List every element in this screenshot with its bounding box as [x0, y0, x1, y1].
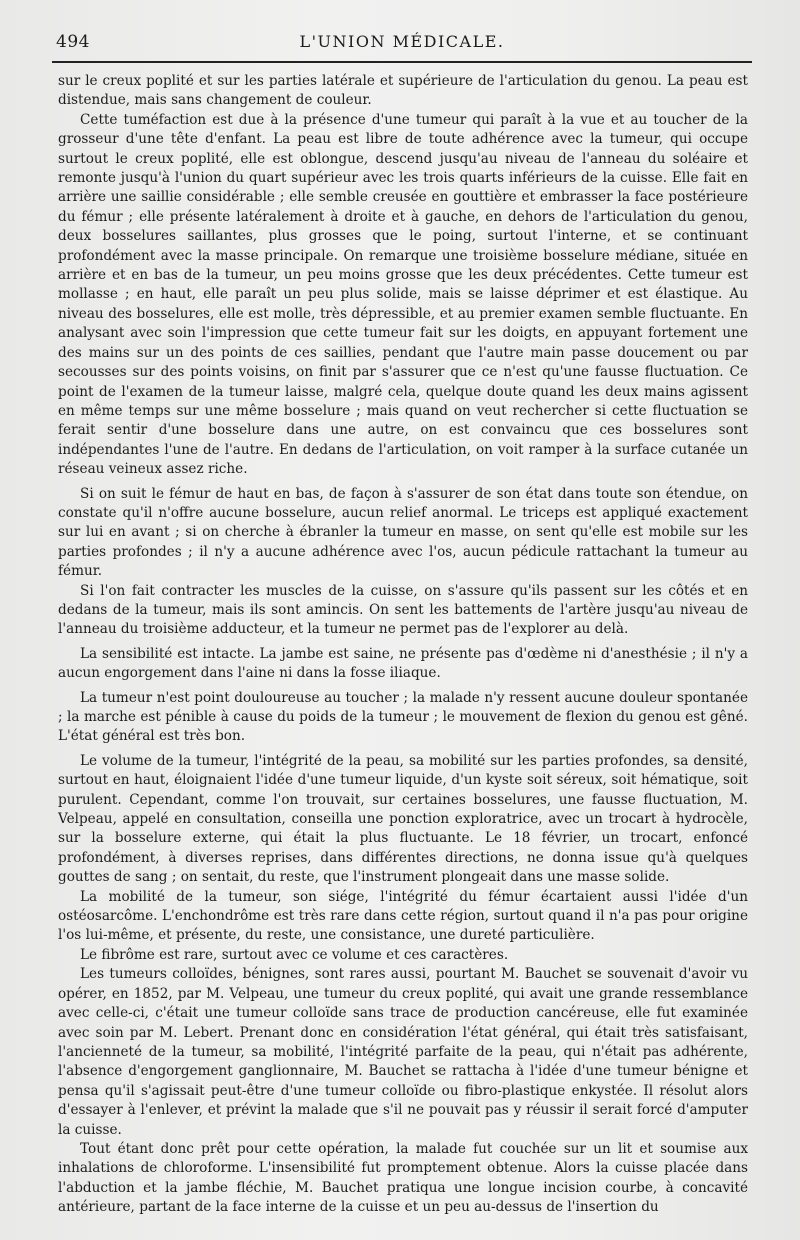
paragraph: Tout étant donc prêt pour cette opération, la malade fut couchée sur un lit et soumise aux inhalations de chloroforme. L'insensibilité fut promptement obtenue. Alors la cuisse placée dans l'abduction et la jambe fléchie, M. Bauchet pratiqua une longue incision courbe, à concavité antérieure, partant de la face interne de la cuisse et un peu au-dessus de l'insertion du [58, 1140, 748, 1216]
paragraph: Si l'on fait contracter les muscles de la cuisse, on s'assure qu'ils passent sur les côtés et en dedans de la tumeur, mais ils sont amincis. On sent les battements de l'artère jusqu'au niveau de l'anneau du troisième adducteur, et la tumeur ne permet pas de l'explorer au delà. [58, 582, 748, 638]
paragraph: sur le creux poplité et sur les parties latérale et supérieure de l'articulation du genou. La peau est distendue, mais sans changement de couleur. [58, 73, 748, 109]
paragraph: Les tumeurs colloïdes, bénignes, sont rares aussi, pourtant M. Bauchet se souvenait d'avoir vu opérer, en 1852, par M. Velpeau, une tumeur du creux poplité, qui avait une grande ressemblance avec celle-ci, c'était une tumeur colloïde sans trace de production cancéreuse, elle fut examinée avec soin par M. Lebert. Prenant donc en considération l'état général, qui était très satisfaisant, l'ancienneté de la tumeur, sa mobilité, l'intégrité parfaite de la peau, qui n'était pas adhérente, l'absence d'engorgement ganglionnaire, M. Bauchet se rattacha à l'idée d'une tumeur bénigne et pensa qu'il s'agissait peut-être d'une tumeur colloïde ou fibro-plastique enkystée. Il résolut alors d'essayer à l'enlever, et prévint la malade que s'il ne pouvait pas y réussir il serait forcé d'amputer la cuisse. [58, 966, 748, 1138]
paragraph: Le volume de la tumeur, l'intégrité de la peau, sa mobilité sur les parties profondes, sa densité, surtout en haut, éloignaient l'idée d'une tumeur liquide, d'un kyste soit séreux, soit hématique, soit purulent. Cependant, comme l'on trouvait, sur certaines bosselures, une fausse fluctuation, M. Velpeau, appelé en consultation, conseilla une ponction exploratrice, avec un trocart à hydrocèle, sur la bosselure externe, qui était la plus fluctuante. Le 18 février, un trocart, enfoncé profondément, à diverses reprises, dans différentes directions, ne donna issue qu'à quelques gouttes de sang ; on sentait, du reste, que l'instrument plongeait dans une masse solide. [58, 752, 748, 886]
page-number: 494 [56, 32, 90, 52]
paragraph: Le fibrôme est rare, surtout avec ce volume et ces caractères. [80, 946, 509, 963]
header-rule [52, 61, 752, 63]
page-header [52, 30, 752, 58]
paragraph: La mobilité de la tumeur, son siége, l'intégrité du fémur écartaient aussi l'idée d'un ostéosarcôme. L'enchondrôme est très rare dans cette région, surtout quand il n'a pas pour origine l'os lui-même, et présente, du reste, une consistance, une dureté particulière. [58, 888, 748, 944]
article-body [58, 72, 748, 1218]
running-title: L'UNION MÉDICALE. [299, 32, 505, 51]
paragraph: La sensibilité est intacte. La jambe est saine, ne présente pas d'œdème ni d'anesthésie ; il n'y a aucun engorgement dans l'aine ni dans la fosse iliaque. [58, 645, 748, 682]
paragraph: Si on suit le fémur de haut en bas, de façon à s'assurer de son état dans toute son étendue, on constate qu'il n'offre aucune bosselure, aucun relief anormal. Le triceps est appliqué exactement sur lui en avant ; si on cherche à ébranler la tumeur en masse, on sent qu'elle est mobile sur les parties profondes ; il n'y a aucune adhérence avec l'os, aucun pédicule rattachant la tumeur au fémur. [58, 485, 748, 580]
paragraph: Cette tuméfaction est due à la présence d'une tumeur qui paraît à la vue et au toucher de la grosseur d'une tête d'enfant. La peau est libre de toute adhérence avec la tumeur, qui occupe surtout le creux poplité, elle est oblongue, descend jusqu'au niveau de l'anneau du soléaire et remonte jusqu'à l'union du quart supérieur avec les trois quarts inférieurs de la cuisse. Elle fait en arrière une saillie considérable ; elle semble creusée en gouttière et embrasser la face postérieure du fémur ; elle présente latéralement à droite et à gauche, en dehors de l'articulation du genou, deux bosselures saillantes, plus grosses que le poing, surtout l'interne, et se continuant profondément avec la masse principale. On remarque une troisième bosselure médiane, située en arrière et en bas de la tumeur, un peu moins grosse que les deux précédentes. Cette tumeur est mollasse ; en haut, elle paraît un peu plus solide, mais se laisse déprimer et est élastique. Au niveau des bosselures, elle est molle, très dépressible, et au premier examen semble fluctuante. En analysant avec soin l'impression que cette tumeur fait sur les doigts, en appuyant fortement une des mains sur un des points de ces saillies, pendant que l'autre main passe doucement ou par secousses sur des points voisins, on finit par s'assurer que ce n'est qu'une fausse fluctuation. Ce point de l'examen de la tumeur laisse, malgré cela, quelque doute quand les deux mains agissent en même temps sur une même bosselure ; mais quand on veut rechercher si cette fluctuation se ferait sentir d'une bosselure dans une autre, on est convaincu que ces bosselures sont indépendantes l'une de l'autre. En dedans de l'articulation, on voit ramper à la surface cutanée un réseau veineux assez riche. [58, 111, 748, 478]
paragraph: La tumeur n'est point douloureuse au toucher ; la malade n'y ressent aucune douleur spontanée ; la marche est pénible à cause du poids de la tumeur ; le mouvement de flexion du genou est gêné. L'état général est très bon. [58, 689, 748, 745]
